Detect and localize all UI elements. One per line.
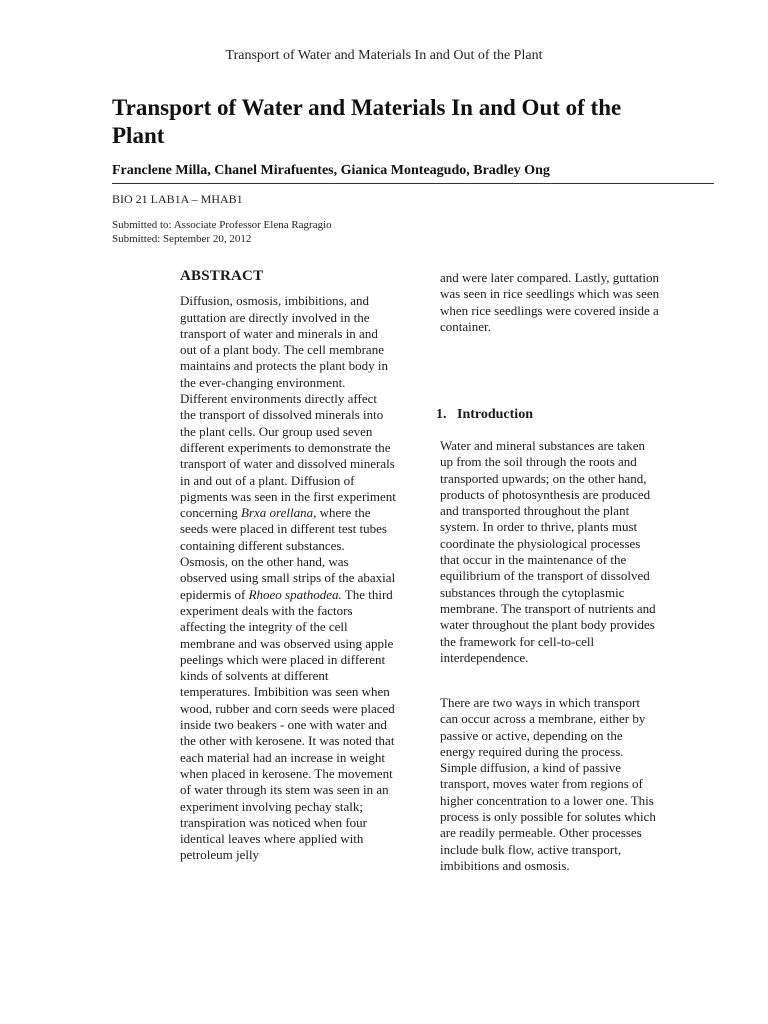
abstract-column xyxy=(180,268,396,864)
species-name-bixa: Brxa orellana, xyxy=(241,505,317,521)
introduction-paragraph-1-text: Water and mineral substances are taken up from the soil through the roots and transported upwards; on the other hand, products of photosynthesis are produced and transported throughout the plant system. In order to thrive, plants must coordinate the physiological processes that occur in the maintenance of the equilibrium of the transport of dissolved substances through the cytoplasmic membrane. The transport of nutrients and water throughout the plant body provides the framework for cell-to-cell interdependence. xyxy=(440,438,656,665)
running-header: Transport of Water and Materials In and Out of the Plant xyxy=(225,48,543,63)
abstract-text-part-1: Diffusion, osmosis, imbibitions, and guttation are directly involved in the transport of water and minerals in and out of a plant body. The cell membrane maintains and protects the plant body in the ever-changing environment. Different environments directly affect the transport of dissolved minerals into the plant cells. Our group used seven different experiments to demonstrate the transport of water and dissolved minerals in and out of a plant. Diffusion of pigments was seen in the first experiment concerning xyxy=(180,293,396,521)
abstract-heading: ABSTRACT xyxy=(180,268,264,284)
abstract-continuation-column xyxy=(440,270,660,335)
introduction-heading: 1. Introduction xyxy=(436,407,533,422)
author-list: Franclene Milla, Chanel Mirafuentes, Gianica Monteagudo, Bradley Ong xyxy=(112,163,550,178)
course-code: BIO 21 LAB1A – MHAB1 xyxy=(112,192,243,206)
abstract-text xyxy=(180,293,396,863)
species-name-rhoeo: Rhoeo spathodea. xyxy=(248,586,342,602)
abstract-continuation: and were later compared. Lastly, guttation was seen in rice seedlings which was seen when rice seedlings were covered inside a container. xyxy=(440,270,660,334)
header-divider xyxy=(112,183,714,184)
introduction-paragraph-2 xyxy=(440,695,660,874)
paper-title: Transport of Water and Materials In and Out of the Plant xyxy=(112,95,622,148)
introduction-paragraph-2-text: There are two ways in which transport can occur across a membrane, either by passive or active, depending on the energy required during the process. Simple diffusion, a kind of passive transport, moves water from regions of higher concentration to a lower one. This process is only possible for solutes which are readily permeable. Other processes include bulk flow, active transport, imbibitions and osmosis. xyxy=(440,695,656,873)
submitted-date: Submitted: September 20, 2012 xyxy=(112,233,252,245)
abstract-text-part-2: where the seeds were placed in different test tubes containing different substances. Osmosis, on the other hand, was observed using small strips of the abaxial epidermis of xyxy=(180,505,396,602)
introduction-paragraph-1 xyxy=(440,438,660,666)
submitted-to: Submitted to: Associate Professor Elena Ragragio xyxy=(112,219,332,231)
abstract-text-part-3: The third experiment deals with the factors affecting the integrity of the cell membrane and was observed using apple peelings which were placed in different kinds of solvents at different temperatures. Imbibition was seen when wood, rubber and corn seeds were placed inside two beakers - one with water and the other with kerosene. It was noted that each material had an increase in weight when placed in kerosene. The movement of water through its stem was seen in an experiment involving pechay stalk; transpiration was noticed when four identical leaves where applied with petroleum jelly xyxy=(180,586,395,863)
submission-info xyxy=(112,218,332,246)
